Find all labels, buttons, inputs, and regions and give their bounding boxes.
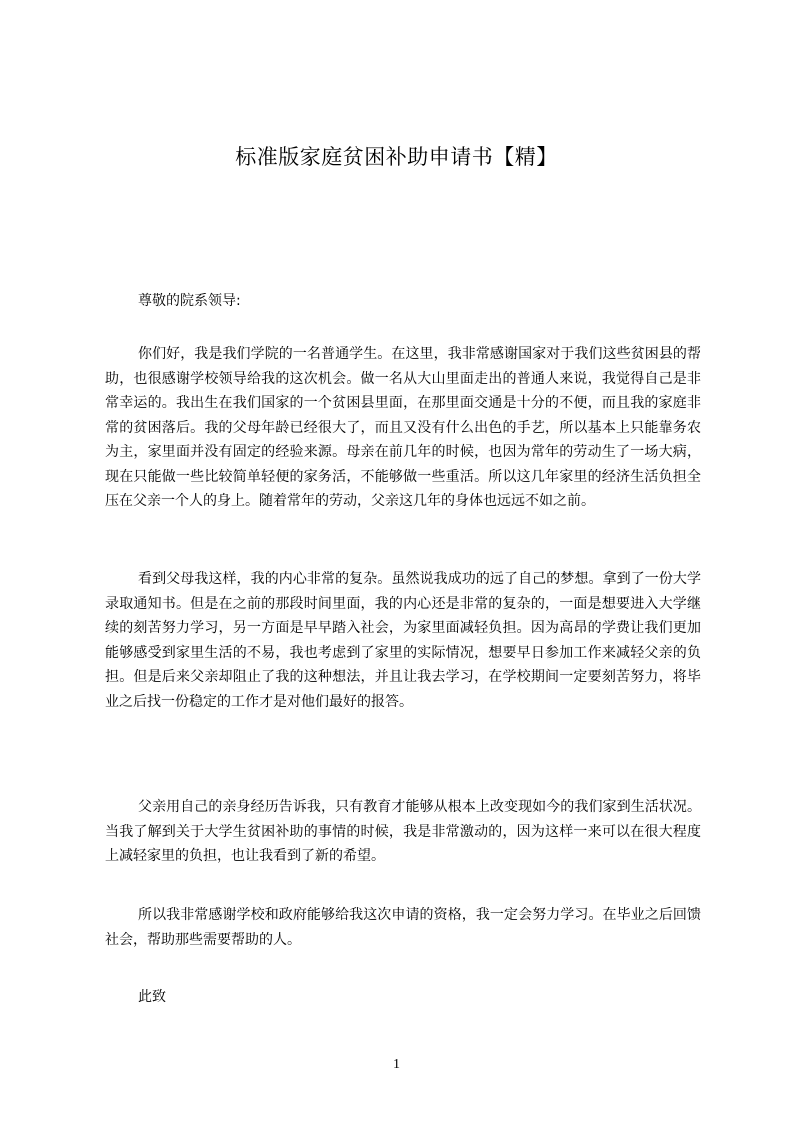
salutation: 尊敬的院系领导: [138, 293, 241, 309]
paragraph-1: 你们好，我是我们学院的一名普通学生。在这里，我非常感谢国家对于我们这些贫困县的帮助，也很感谢学校领导给我的这次机会。做一名从大山里面走出的普通人来说，我觉得自己是非常幸运的。我出生在我们国家的一个贫困县里面，在那里面交通是十分的不便，而且我的家庭非常的贫困落后。我的父母年龄已经很大了，而且又没有什么出色的手艺，所以基本上只能靠务农为主，家里面并没有固定的经验来源。母亲在前几年的时候，也因为常年的劳动生了一场大病，现在只能做一些比较简单轻便的家务活，不能够做一些重活。所以这几年家里的经济生活负担全压在父亲一个人的身上。随着常年的劳动，父亲这几年的身体也远远不如之前。 [105, 346, 701, 509]
paragraph-2: 看到父母我这样，我的内心非常的复杂。虽然说我成功的远了自己的梦想。拿到了一份大学录取通知书。但是在之前的那段时间里面，我的内心还是非常的复杂的，一面是想要进入大学继续的刻苦努力学习，另一方面是早早踏入社会，为家里面减轻负担。因为高昂的学费让我们更加能够感受到家里生活的不易，我也考虑到了家里的实际情况，想要早日参加工作来减轻父亲的负担。但是后来父亲却阻止了我的这种想法，并且让我去学习，在学校期间一定要刻苦努力，将毕业之后找一份稳定的工作才是对他们最好的报答。 [105, 571, 701, 710]
closing-text: 此致 [138, 989, 166, 1005]
document-title: 标准版家庭贫困补助申请书【精】 [235, 145, 558, 169]
paragraph-3: 父亲用自己的亲身经历告诉我，只有教育才能够从根本上改变现如今的我们家到生活状况。当我了解到关于大学生贫困补助的事情的时候，我是非常激动的，因为这样一来可以在很大程度上减轻家里的负担，也让我看到了新的希望。 [105, 799, 701, 864]
paragraph-4: 所以我非常感谢学校和政府能够给我这次申请的资格，我一定会努力学习。在毕业之后回馈社会，帮助那些需要帮助的人。 [105, 907, 701, 948]
page-number: 1 [393, 1057, 400, 1072]
